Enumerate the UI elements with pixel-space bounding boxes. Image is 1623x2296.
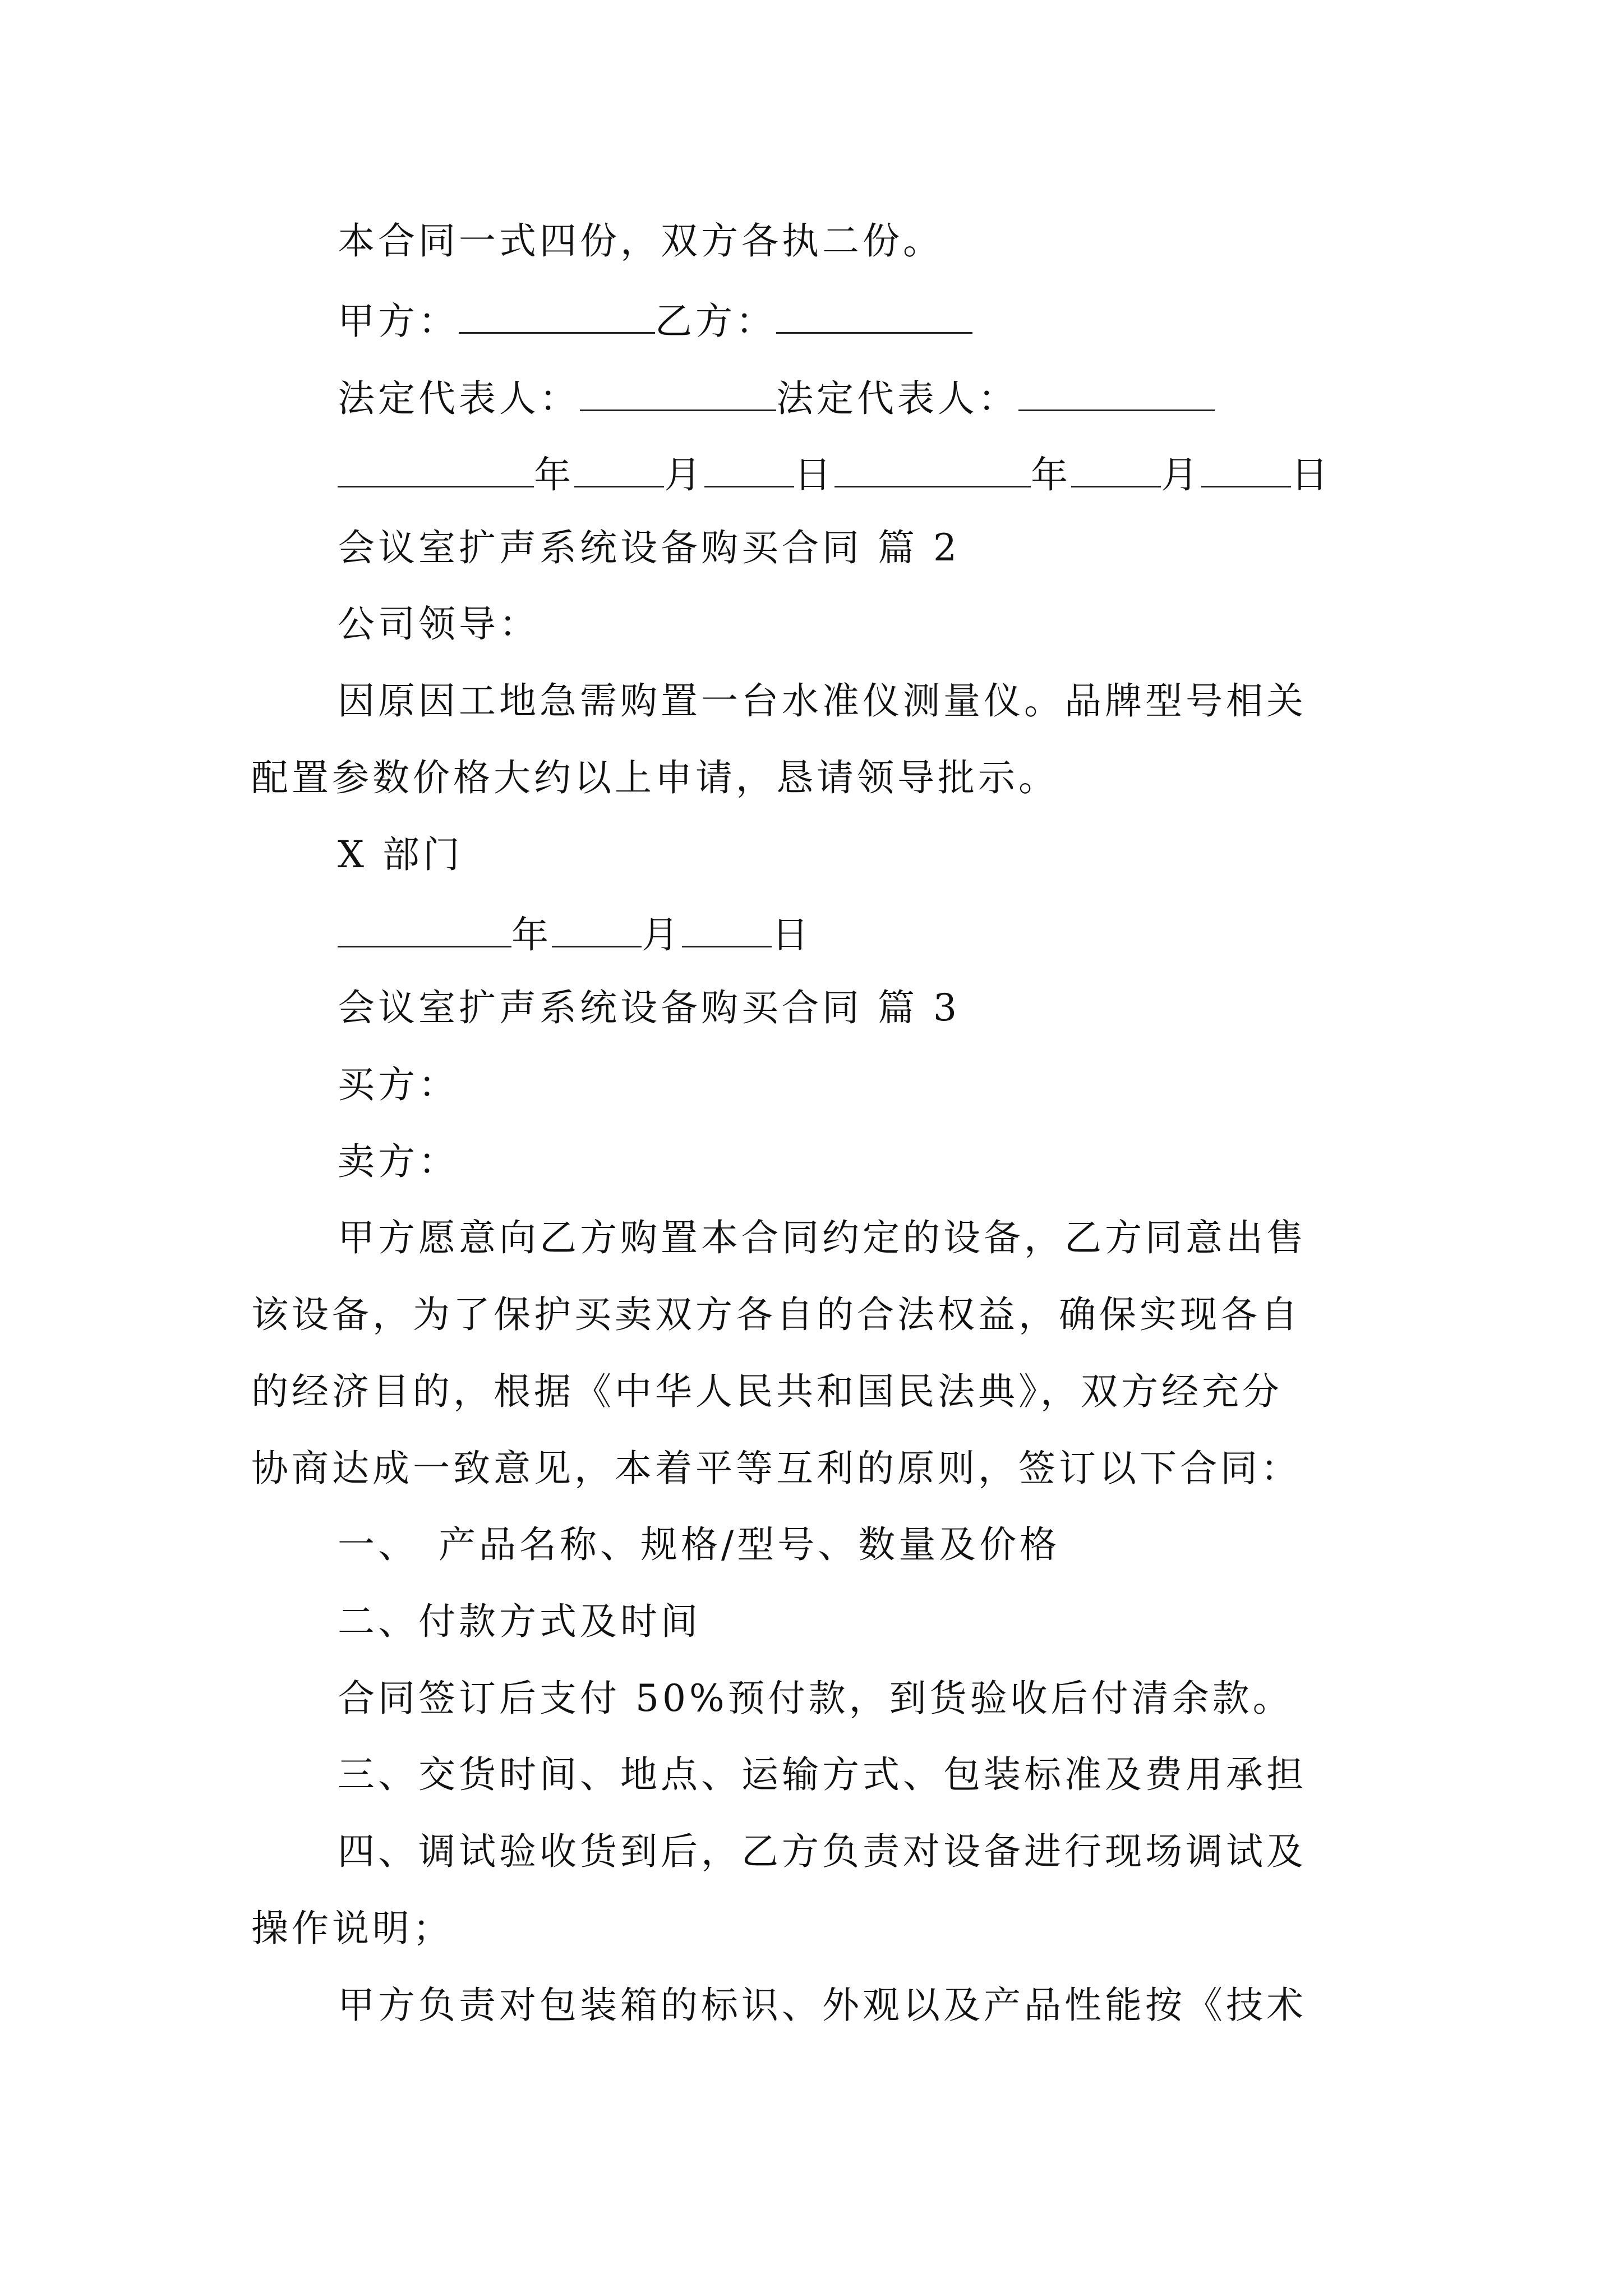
copies-clause: 本合同一式四份，双方各执二份。 bbox=[338, 219, 943, 263]
date-line-double bbox=[338, 449, 1487, 498]
department-name: X 部门 bbox=[338, 833, 463, 876]
clause-number: 一、 bbox=[338, 1523, 418, 1566]
representative-signature-line bbox=[338, 372, 1487, 421]
day-blank bbox=[682, 909, 772, 947]
payment-terms: 合同签订后支付 50%预付款，到货验收后付清余款。 bbox=[338, 1677, 1293, 1720]
month-blank bbox=[552, 909, 642, 947]
party-signature-line bbox=[338, 295, 1487, 344]
paragraph-line: 甲方愿意向乙方购置本合同约定的设备，乙方同意出售 bbox=[338, 1216, 1307, 1259]
month-b-blank bbox=[1071, 449, 1161, 487]
month-a-blank bbox=[574, 449, 664, 487]
party-a-label: 甲方： bbox=[338, 300, 459, 343]
clause-heading-4: 四、调试验收货到后，乙方负责对设备进行现场调试及 bbox=[338, 1830, 1307, 1873]
paragraph-line: 甲方负责对包装箱的标识、外观以及产品性能按《技术 bbox=[338, 1984, 1307, 2027]
year-blank bbox=[338, 909, 511, 947]
party-a-blank bbox=[459, 295, 655, 334]
clause-heading-1 bbox=[338, 1522, 1487, 1567]
rep-a-blank bbox=[580, 372, 776, 411]
rep-b-blank bbox=[1018, 372, 1215, 411]
paragraph-line: 协商达成一致意见，本着平等互利的原则，签订以下合同： bbox=[251, 1447, 1301, 1490]
paragraph-line: 该设备，为了保护买卖双方各自的合法权益，确保实现各自 bbox=[251, 1293, 1301, 1336]
day-label: 日 bbox=[772, 913, 812, 956]
date-line-single bbox=[338, 909, 1487, 958]
month-b-label: 月 bbox=[1161, 453, 1201, 496]
party-b-blank bbox=[776, 295, 972, 334]
year-a-label: 年 bbox=[534, 453, 574, 496]
paragraph-line: 配置参数价格大约以上申请，恳请领导批示。 bbox=[251, 756, 1059, 799]
buyer-label: 买方： bbox=[338, 1063, 459, 1106]
day-b-label: 日 bbox=[1291, 453, 1331, 496]
party-b-label: 乙方： bbox=[655, 300, 776, 343]
paragraph-line: 的经济目的，根据《中华人民共和国民法典》，双方经充分 bbox=[251, 1370, 1283, 1413]
month-label: 月 bbox=[642, 913, 682, 956]
year-a-blank bbox=[338, 449, 534, 487]
seller-label: 卖方： bbox=[338, 1140, 459, 1183]
rep-b-label: 法定代表人： bbox=[776, 377, 1018, 420]
section-title-2: 会议室扩声系统设备购买合同 篇 2 bbox=[338, 526, 960, 569]
clause-heading-3: 三、交货时间、地点、运输方式、包装标准及费用承担 bbox=[338, 1753, 1307, 1796]
day-a-label: 日 bbox=[794, 453, 834, 496]
section-title-3: 会议室扩声系统设备购买合同 篇 3 bbox=[338, 986, 960, 1029]
year-label: 年 bbox=[511, 913, 552, 956]
paragraph-line: 因原因工地急需购置一台水准仪测量仪。品牌型号相关 bbox=[338, 679, 1307, 723]
rep-a-label: 法定代表人： bbox=[338, 377, 580, 420]
clause-heading-2: 二、付款方式及时间 bbox=[338, 1600, 701, 1643]
day-a-blank bbox=[704, 449, 794, 487]
month-a-label: 月 bbox=[664, 453, 704, 496]
clause-text: 产品名称、规格/型号、数量及价格 bbox=[439, 1523, 1061, 1566]
year-b-label: 年 bbox=[1031, 453, 1071, 496]
day-b-blank bbox=[1201, 449, 1291, 487]
year-b-blank bbox=[834, 449, 1031, 487]
salutation: 公司领导： bbox=[338, 602, 540, 646]
paragraph-line: 操作说明； bbox=[251, 1907, 453, 1950]
